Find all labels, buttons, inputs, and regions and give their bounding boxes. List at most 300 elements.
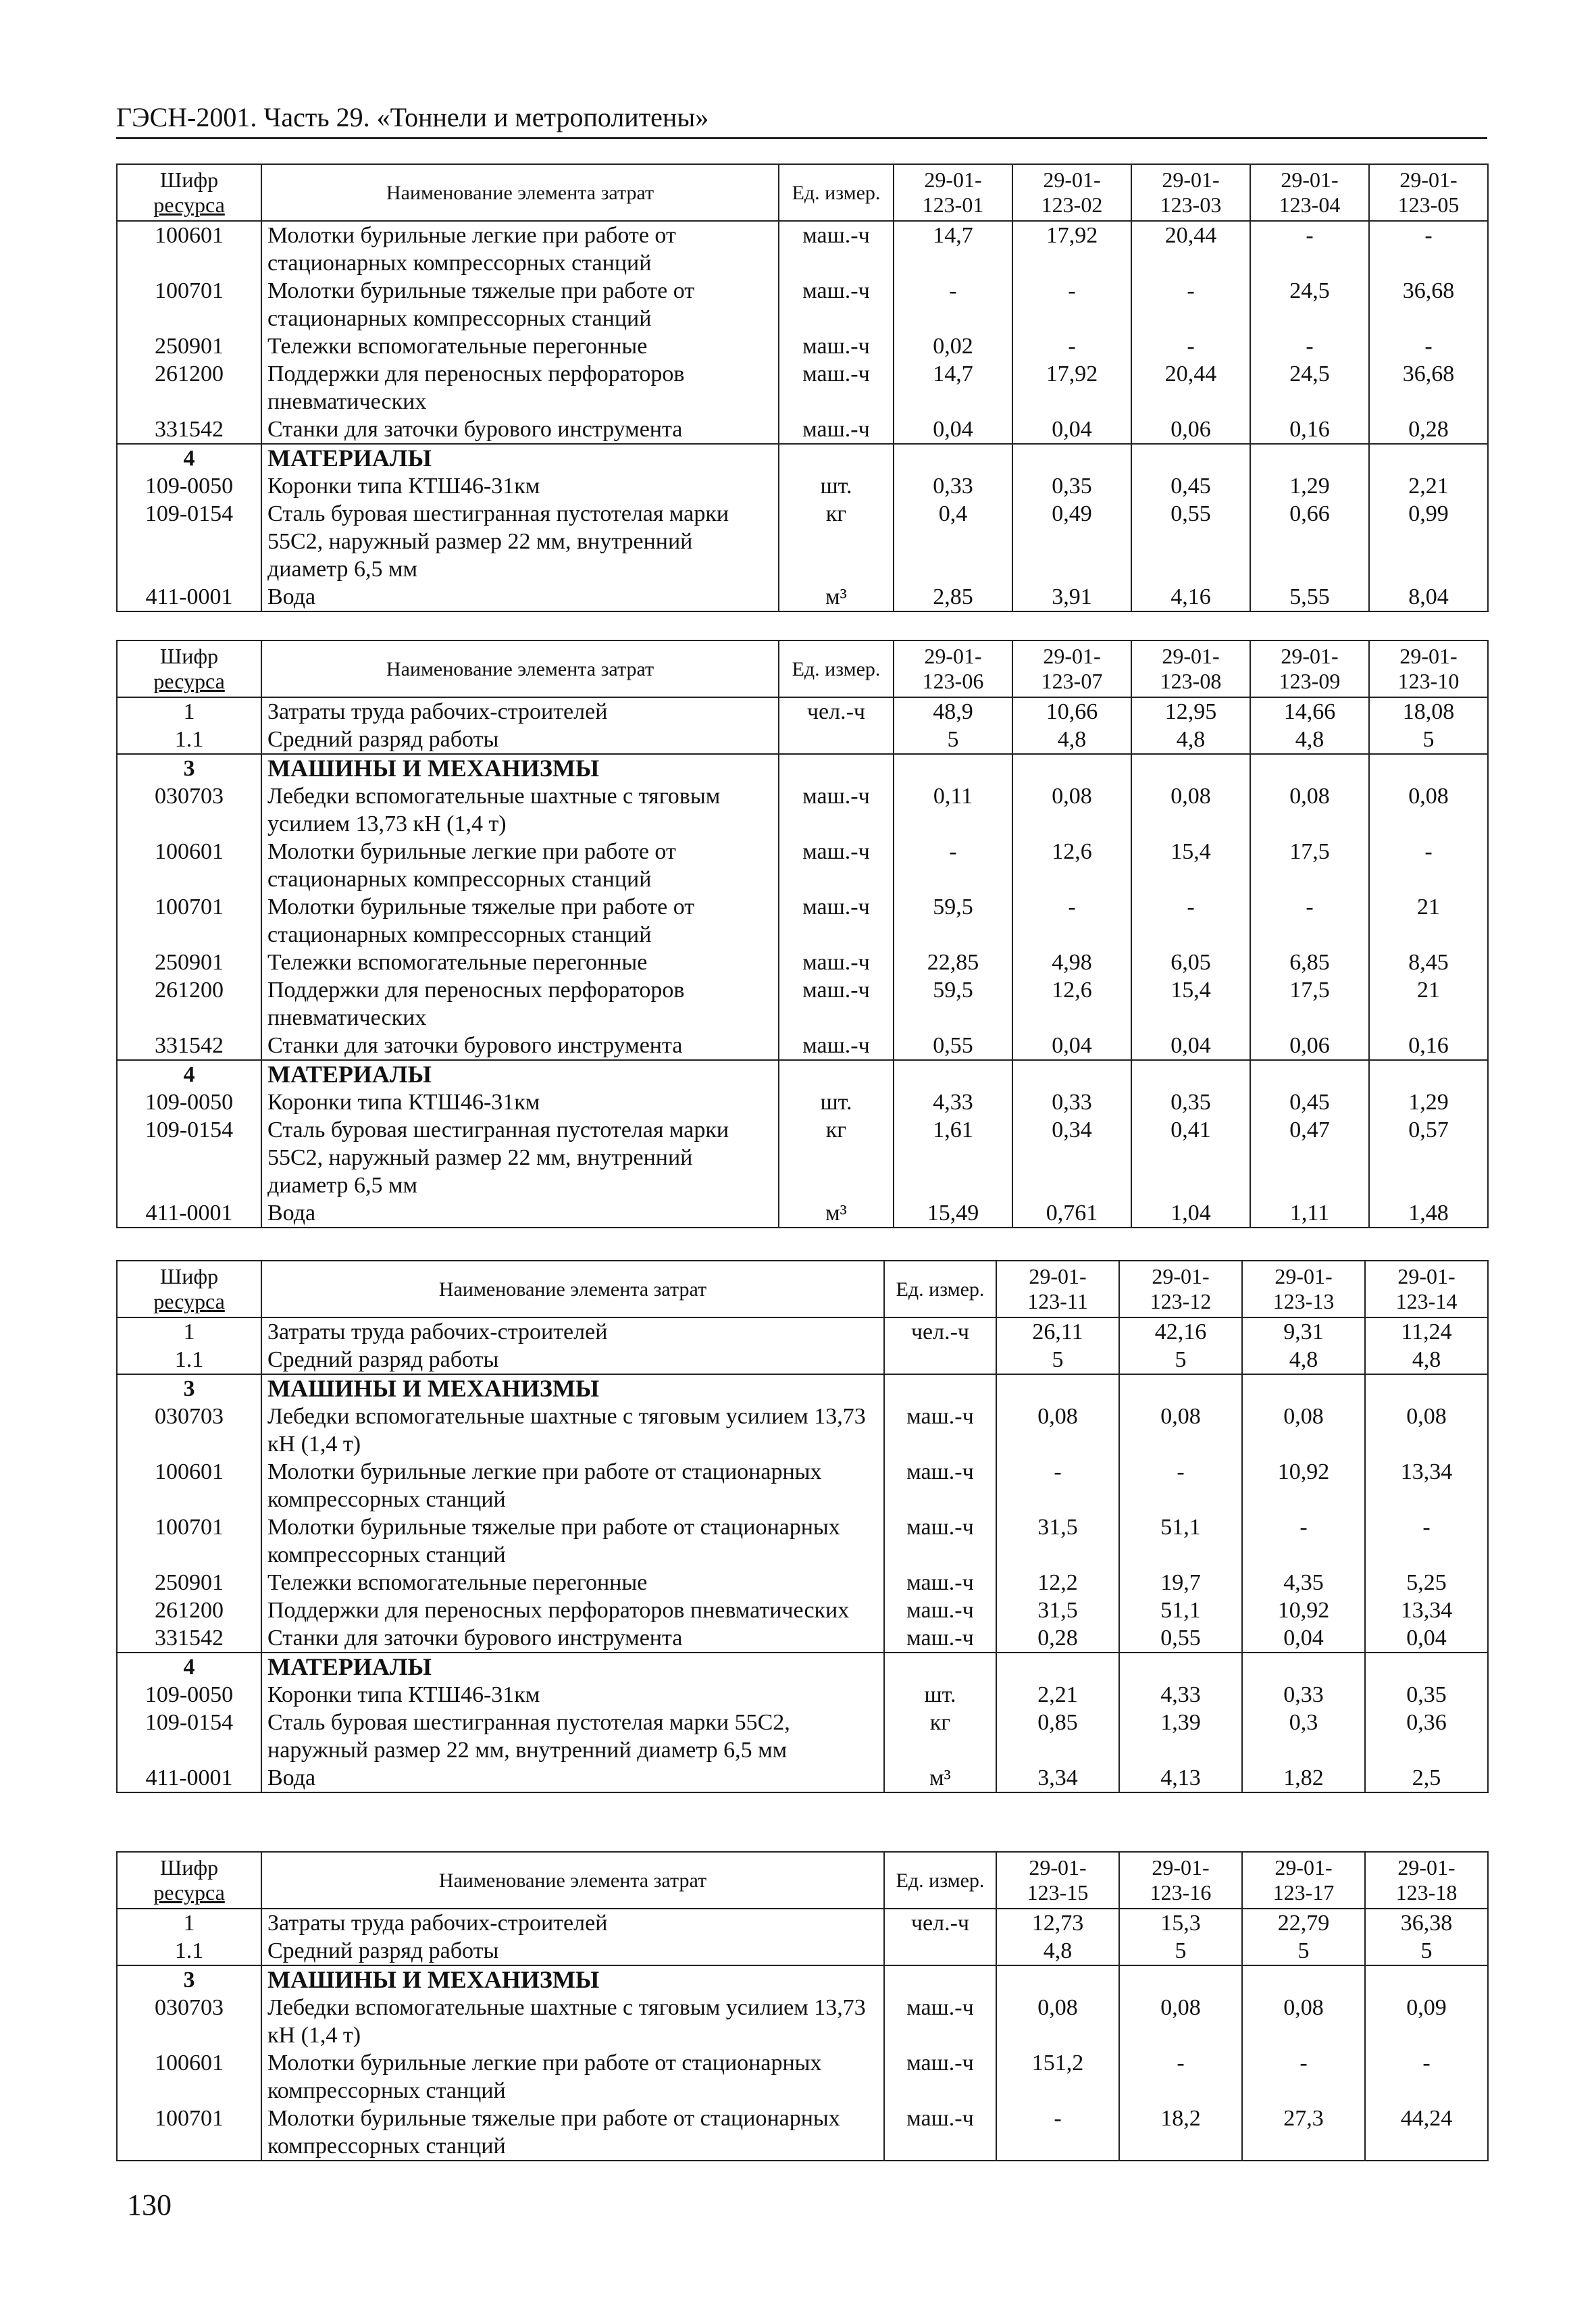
resource-name: Станки для заточки бурового инструмента [261,416,779,444]
value-cell [1369,1060,1488,1088]
value-cell: 0,08 [1250,782,1369,838]
value-cell: 12,6 [1012,838,1131,893]
section-row [117,1653,1488,1681]
resource-name: Вода [261,1199,779,1228]
value-cell: 2,5 [1365,1764,1488,1792]
resource-code: 4 [117,1653,261,1681]
unit-cell: шт. [779,1088,894,1116]
resource-code: 250901 [117,1569,261,1596]
resource-name: Затраты труда рабочих-строителей [261,1317,884,1346]
value-cell: 0,33 [894,472,1012,500]
norm-code-suffix: 123-08 [1160,669,1222,693]
value-cell: 2,85 [894,583,1012,611]
value-cell: 12,6 [1012,976,1131,1032]
unit-cell: маш.-ч [779,838,894,893]
value-cell: 14,7 [894,221,1012,277]
value-cell: 15,3 [1119,1909,1242,1937]
value-cell [1242,1653,1365,1681]
value-cell: 0,55 [894,1032,1012,1060]
unit-cell [779,726,894,754]
value-cell: 5,55 [1250,583,1369,611]
norm-code-prefix: 29-01- [924,168,982,192]
norm-code-prefix: 29-01- [1399,644,1458,668]
norm-code-suffix: 123-10 [1397,669,1460,693]
section-row [117,1965,1488,1994]
resource-name: Поддержки для переносных перфораторов пневматических [261,976,779,1032]
norm-code-header [1242,1852,1365,1909]
section-row [117,754,1488,782]
value-cell: - [894,838,1012,893]
norm-code-suffix: 123-06 [922,669,984,693]
unit-cell [779,754,894,782]
value-cell [1250,754,1369,782]
value-cell: 0,55 [1131,500,1250,583]
value-cell: 48,9 [894,697,1012,726]
page-header: ГЭСН-2001. Часть 29. «Тоннели и метрополитены» [116,101,1487,139]
unit-cell [884,1346,996,1374]
value-cell: 0,08 [1131,782,1250,838]
norm-code-suffix: 123-16 [1150,1880,1212,1905]
value-cell: 8,04 [1369,583,1488,611]
name-column-header: Наименование элемента затрат [261,164,779,221]
value-cell [1369,754,1488,782]
code-column-header [117,640,261,697]
value-cell: 0,06 [1250,1032,1369,1060]
norm-code-header [1012,164,1131,221]
value-cell [1365,1965,1488,1994]
value-cell: 10,92 [1242,1458,1365,1513]
value-cell: 0,16 [1250,416,1369,444]
value-cell: 0,99 [1369,500,1488,583]
norm-code-suffix: 123-15 [1027,1880,1089,1905]
value-cell: 4,8 [1131,726,1250,754]
resource-name: Вода [261,1764,884,1792]
value-cell: 5 [1119,1346,1242,1374]
table-row [117,1032,1488,1060]
value-cell: 51,1 [1119,1596,1242,1624]
value-cell: - [1369,332,1488,360]
norm-code-prefix: 29-01- [1029,1855,1087,1880]
unit-cell: маш.-ч [779,1032,894,1060]
value-cell: 12,2 [996,1569,1119,1596]
value-cell: 0,4 [894,500,1012,583]
norm-code-prefix: 29-01- [1152,1264,1210,1288]
norm-code-suffix: 123-03 [1160,193,1222,217]
unit-cell [779,444,894,472]
resource-name: Тележки вспомогательные перегонные [261,1569,884,1596]
table-row [117,1317,1488,1346]
value-cell: 1,48 [1369,1199,1488,1228]
value-cell: 0,08 [1369,782,1488,838]
value-cell: 20,44 [1131,221,1250,277]
page-number: 130 [127,2188,172,2221]
value-cell: 4,8 [1012,726,1131,754]
norm-code-suffix: 123-04 [1279,193,1341,217]
resource-code: 3 [117,754,261,782]
value-cell [894,1060,1012,1088]
section-row [117,1374,1488,1403]
value-cell: 6,85 [1250,949,1369,976]
table-row [117,1513,1488,1569]
value-cell: 0,45 [1250,1088,1369,1116]
value-cell: 3,34 [996,1764,1119,1792]
resource-code: 331542 [117,1624,261,1653]
unit-cell [884,1937,996,1965]
value-cell [1012,444,1131,472]
table-row [117,1116,1488,1199]
unit-column-header: Ед. измер. [884,1852,996,1909]
section-title: МАШИНЫ И МЕХАНИЗМЫ [261,1374,884,1403]
value-cell: 2,21 [996,1681,1119,1709]
table-row [117,2105,1488,2161]
value-cell: 21 [1369,976,1488,1032]
resource-name: Молотки бурильные тяжелые при работе от стационарных компрессорных станций [261,1513,884,1569]
norm-code-prefix: 29-01- [1043,168,1101,192]
value-cell [1012,1060,1131,1088]
code-column-header [117,164,261,221]
table-row [117,1403,1488,1458]
resource-code: 250901 [117,332,261,360]
resource-name: Молотки бурильные легкие при работе от стационарных компрессорных станций [261,838,779,893]
norm-code-suffix: 123-17 [1272,1880,1335,1905]
table-row [117,500,1488,583]
value-cell [1250,1060,1369,1088]
code-column-header [117,1261,261,1317]
resource-name: Затраты труда рабочих-строителей [261,1909,884,1937]
value-cell: 0,11 [894,782,1012,838]
resource-code: 411-0001 [117,583,261,611]
resource-code: 100701 [117,1513,261,1569]
value-cell: 0,04 [1365,1624,1488,1653]
value-cell: 0,33 [1012,1088,1131,1116]
value-cell: - [1119,2049,1242,2105]
norm-table-4 [116,1851,1489,2161]
value-cell: 0,28 [996,1624,1119,1653]
value-cell: 0,3 [1242,1709,1365,1764]
norm-code-header [1365,1261,1488,1317]
norm-code-prefix: 29-01- [1281,644,1339,668]
value-cell: 0,28 [1369,416,1488,444]
norm-code-prefix: 29-01- [1029,1264,1087,1288]
value-cell: 0,09 [1365,1994,1488,2049]
section-title: МАТЕРИАЛЫ [261,1653,884,1681]
norm-code-prefix: 29-01- [1397,1264,1456,1288]
unit-cell [884,1653,996,1681]
code-column-header [117,1852,261,1909]
unit-cell: маш.-ч [779,332,894,360]
resource-code: 261200 [117,976,261,1032]
value-cell [996,1374,1119,1403]
norm-code-header [1250,640,1369,697]
value-cell: 1,29 [1250,472,1369,500]
value-cell [894,444,1012,472]
resource-code: 100601 [117,838,261,893]
value-cell: 2,21 [1369,472,1488,500]
resource-name: Затраты труда рабочих-строителей [261,697,779,726]
table-row [117,893,1488,949]
value-cell [1131,754,1250,782]
value-cell: 0,55 [1119,1624,1242,1653]
value-cell: 4,16 [1131,583,1250,611]
name-column-header: Наименование элемента затрат [261,1261,884,1317]
value-cell: 18,08 [1369,697,1488,726]
value-cell: 10,92 [1242,1596,1365,1624]
value-cell: 5 [1369,726,1488,754]
value-cell: - [1242,1513,1365,1569]
value-cell: - [1250,332,1369,360]
section-title: МАТЕРИАЛЫ [261,1060,779,1088]
value-cell: 0,08 [996,1994,1119,2049]
norm-code-prefix: 29-01- [1152,1855,1210,1880]
norm-table-1 [116,164,1489,612]
value-cell: 10,66 [1012,697,1131,726]
value-cell: 0,08 [1119,1403,1242,1458]
table-row [117,416,1488,444]
table-header-row [117,640,1488,697]
value-cell: 13,34 [1365,1596,1488,1624]
unit-cell: чел.-ч [779,697,894,726]
norm-code-header [1119,1261,1242,1317]
value-cell: - [1012,893,1131,949]
table-row [117,1709,1488,1764]
table-row [117,838,1488,893]
value-cell: 59,5 [894,976,1012,1032]
table-row [117,1569,1488,1596]
resource-name: Молотки бурильные легкие при работе от стационарных компрессорных станций [261,2049,884,2105]
value-cell: 12,95 [1131,697,1250,726]
value-cell: 36,38 [1365,1909,1488,1937]
value-cell [1365,1374,1488,1403]
resource-name: Молотки бурильные тяжелые при работе от стационарных компрессорных станций [261,277,779,332]
value-cell: 1,82 [1242,1764,1365,1792]
value-cell: - [996,2105,1119,2161]
unit-cell: маш.-ч [884,1403,996,1458]
table-row [117,1596,1488,1624]
norm-code-header [1119,1852,1242,1909]
norm-code-prefix: 29-01- [924,644,982,668]
norm-code-suffix: 123-14 [1395,1289,1458,1313]
resource-code: 411-0001 [117,1764,261,1792]
value-cell: 0,02 [894,332,1012,360]
value-cell [1369,444,1488,472]
value-cell: - [996,1458,1119,1513]
value-cell: 0,34 [1012,1116,1131,1199]
unit-cell: маш.-ч [884,2049,996,2105]
value-cell: - [1250,893,1369,949]
value-cell: 0,08 [1119,1994,1242,2049]
value-cell: 5 [996,1346,1119,1374]
value-cell: 0,04 [1012,416,1131,444]
value-cell: 36,68 [1369,360,1488,416]
value-cell: 15,4 [1131,838,1250,893]
table-row [117,332,1488,360]
value-cell: 9,31 [1242,1317,1365,1346]
value-cell: 0,47 [1250,1116,1369,1199]
value-cell: 1,04 [1131,1199,1250,1228]
value-cell [1250,444,1369,472]
section-row [117,444,1488,472]
value-cell [894,754,1012,782]
name-column-header: Наименование элемента затрат [261,1852,884,1909]
norm-code-suffix: 123-07 [1041,669,1103,693]
value-cell [996,1965,1119,1994]
value-cell: 20,44 [1131,360,1250,416]
norm-code-header [1369,164,1488,221]
value-cell: 59,5 [894,893,1012,949]
norm-code-prefix: 29-01- [1399,168,1458,192]
value-cell: 0,04 [1242,1624,1365,1653]
value-cell: 0,761 [1012,1199,1131,1228]
resource-code: 100601 [117,221,261,277]
value-cell: 36,68 [1369,277,1488,332]
resource-name: Молотки бурильные легкие при работе от стационарных компрессорных станций [261,221,779,277]
value-cell: 4,35 [1242,1569,1365,1596]
unit-cell: чел.-ч [884,1909,996,1937]
value-cell [1012,754,1131,782]
unit-cell: маш.-ч [884,1596,996,1624]
code-header-bottom: ресурса [153,1880,225,1905]
resource-code: 261200 [117,1596,261,1624]
resource-code: 100701 [117,277,261,332]
resource-code: 100701 [117,2105,261,2161]
value-cell: 0,08 [1365,1403,1488,1458]
table-row [117,1199,1488,1228]
value-cell [996,1653,1119,1681]
value-cell: - [1012,277,1131,332]
value-cell: 0,66 [1250,500,1369,583]
resource-name: Молотки бурильные легкие при работе от стационарных компрессорных станций [261,1458,884,1513]
table-row [117,2049,1488,2105]
unit-cell: маш.-ч [779,416,894,444]
table-row [117,1624,1488,1653]
table-header-row [117,1261,1488,1317]
resource-name: Лебедки вспомогательные шахтные с тяговым усилием 13,73 кН (1,4 т) [261,1403,884,1458]
value-cell: 22,79 [1242,1909,1365,1937]
resource-code: 109-0154 [117,500,261,583]
unit-cell: м³ [779,583,894,611]
resource-name: Коронки типа КТШ46-31км [261,1088,779,1116]
resource-code: 331542 [117,1032,261,1060]
table-row [117,976,1488,1032]
unit-column-header: Ед. измер. [779,640,894,697]
resource-code: 3 [117,1374,261,1403]
resource-name: Станки для заточки бурового инструмента [261,1624,884,1653]
value-cell: 0,85 [996,1709,1119,1764]
table-row [117,472,1488,500]
unit-cell: м³ [779,1199,894,1228]
norm-code-prefix: 29-01- [1043,644,1101,668]
unit-cell [884,1374,996,1403]
value-cell: 17,5 [1250,976,1369,1032]
value-cell: - [1369,221,1488,277]
value-cell: - [1119,1458,1242,1513]
unit-cell: кг [779,500,894,583]
unit-cell: шт. [884,1681,996,1709]
value-cell: 5 [1119,1937,1242,1965]
unit-cell: шт. [779,472,894,500]
resource-name: Лебедки вспомогательные шахтные с тяговым усилием 13,73 кН (1,4 т) [261,1994,884,2049]
value-cell: 4,8 [1365,1346,1488,1374]
value-cell: 0,08 [1242,1403,1365,1458]
value-cell: - [1012,332,1131,360]
norm-table-3 [116,1260,1489,1793]
value-cell [1119,1965,1242,1994]
unit-column-header: Ед. измер. [779,164,894,221]
value-cell: 11,24 [1365,1317,1488,1346]
table-header-row [117,164,1488,221]
value-cell: 3,91 [1012,583,1131,611]
value-cell [1365,1653,1488,1681]
value-cell: 1,29 [1369,1088,1488,1116]
unit-cell: маш.-ч [884,1569,996,1596]
value-cell: 0,04 [1012,1032,1131,1060]
unit-column-header: Ед. измер. [884,1261,996,1317]
resource-name: Тележки вспомогательные перегонные [261,949,779,976]
value-cell: 44,24 [1365,2105,1488,2161]
value-cell: - [894,277,1012,332]
norm-code-suffix: 123-18 [1395,1880,1458,1905]
value-cell: 0,49 [1012,500,1131,583]
value-cell: 18,2 [1119,2105,1242,2161]
value-cell: 13,34 [1365,1458,1488,1513]
resource-code: 1.1 [117,1937,261,1965]
resource-name: Лебедки вспомогательные шахтные с тяговым усилием 13,73 кН (1,4 т) [261,782,779,838]
resource-code: 109-0154 [117,1116,261,1199]
resource-name: Сталь буровая шестигранная пустотелая марки 55С2, наружный размер 22 мм, внутренний диаметр 6,5 мм [261,1709,884,1764]
value-cell: 27,3 [1242,2105,1365,2161]
norm-code-suffix: 123-01 [922,193,984,217]
resource-code: 1 [117,697,261,726]
value-cell [1131,1060,1250,1088]
table-header-row [117,1852,1488,1909]
value-cell: 31,5 [996,1513,1119,1569]
value-cell: 4,98 [1012,949,1131,976]
value-cell: 0,16 [1369,1032,1488,1060]
value-cell: - [1365,2049,1488,2105]
unit-cell: кг [779,1116,894,1199]
norm-code-header [1365,1852,1488,1909]
resource-name: Молотки бурильные тяжелые при работе от стационарных компрессорных станций [261,893,779,949]
resource-name: Средний разряд работы [261,726,779,754]
table-row [117,697,1488,726]
norm-code-prefix: 29-01- [1162,168,1220,192]
section-row [117,1060,1488,1088]
unit-cell: маш.-ч [779,221,894,277]
value-cell [1131,444,1250,472]
unit-cell: маш.-ч [779,782,894,838]
section-title: МАШИНЫ И МЕХАНИЗМЫ [261,754,779,782]
value-cell: 1,11 [1250,1199,1369,1228]
value-cell: 4,13 [1119,1764,1242,1792]
unit-cell: чел.-ч [884,1317,996,1346]
unit-cell: маш.-ч [779,976,894,1032]
value-cell: - [1250,221,1369,277]
table-row [117,1909,1488,1937]
value-cell: 4,33 [1119,1681,1242,1709]
norm-code-prefix: 29-01- [1162,644,1220,668]
value-cell: 5 [1365,1937,1488,1965]
table-row [117,1681,1488,1709]
code-header-bottom: ресурса [153,669,225,693]
value-cell: 0,45 [1131,472,1250,500]
unit-cell [884,1965,996,1994]
value-cell: 5,25 [1365,1569,1488,1596]
resource-code: 1 [117,1909,261,1937]
value-cell: 1,39 [1119,1709,1242,1764]
resource-code: 1.1 [117,1346,261,1374]
value-cell: - [1242,2049,1365,2105]
unit-cell: маш.-ч [884,1624,996,1653]
